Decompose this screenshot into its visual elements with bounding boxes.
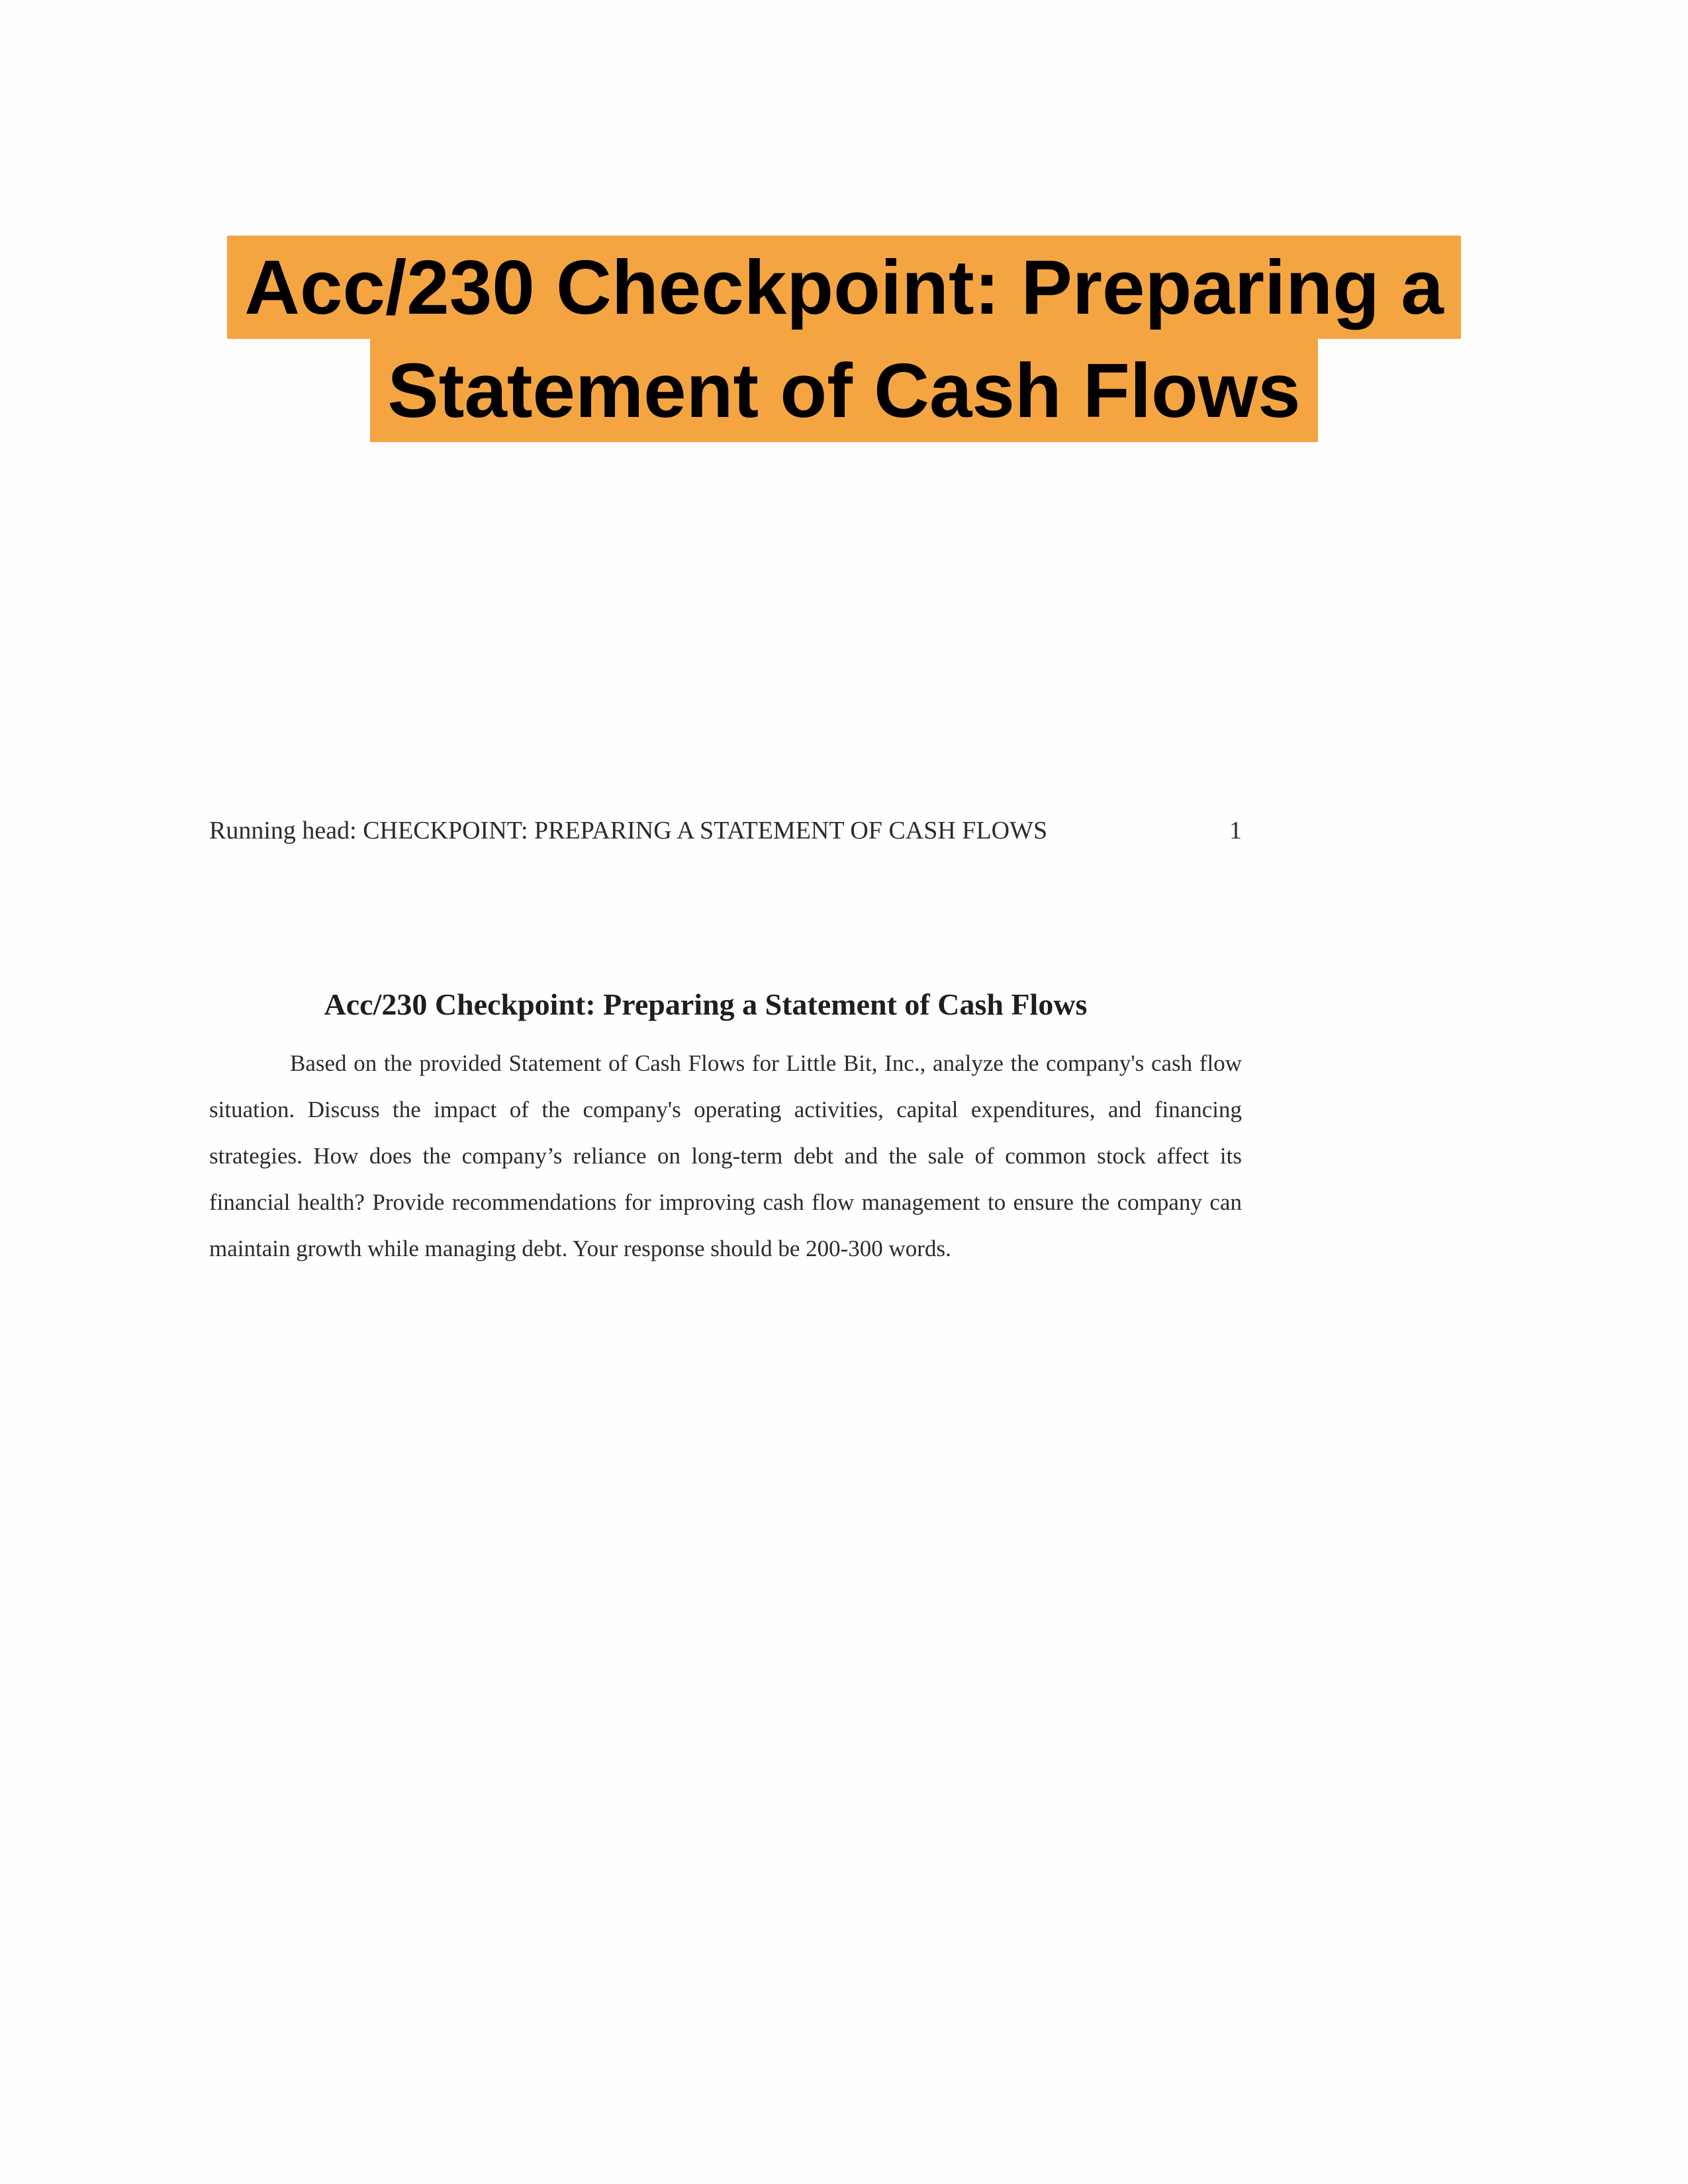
page-number: 1 (1229, 817, 1242, 844)
banner-title-line-1: Acc/230 Checkpoint: Preparing a (227, 236, 1460, 339)
document-page-preview (209, 814, 1242, 1272)
document-body-paragraph: Based on the provided Statement of Cash Flows for Little Bit, Inc., analyze the company's cash flow situation. Discuss the impact of the company's operating activities, capital expenditures, and financing strategies. How does the company’s reliance on long-term debt and the sale of common stock affect its financial health? Provide recommendations for improving cash flow management to ensure the company can maintain growth while managing debt. Your response should be 200-300 words. (209, 1050, 1242, 1261)
banner-title-line-2: Statement of Cash Flows (370, 339, 1317, 442)
title-banner (0, 236, 1688, 442)
running-head-row (209, 814, 1242, 847)
document-title: Acc/230 Checkpoint: Preparing a Statement of Cash Flows (324, 987, 1088, 1021)
running-head: Running head: CHECKPOINT: PREPARING A STATEMENT OF CASH FLOWS (209, 817, 1048, 844)
